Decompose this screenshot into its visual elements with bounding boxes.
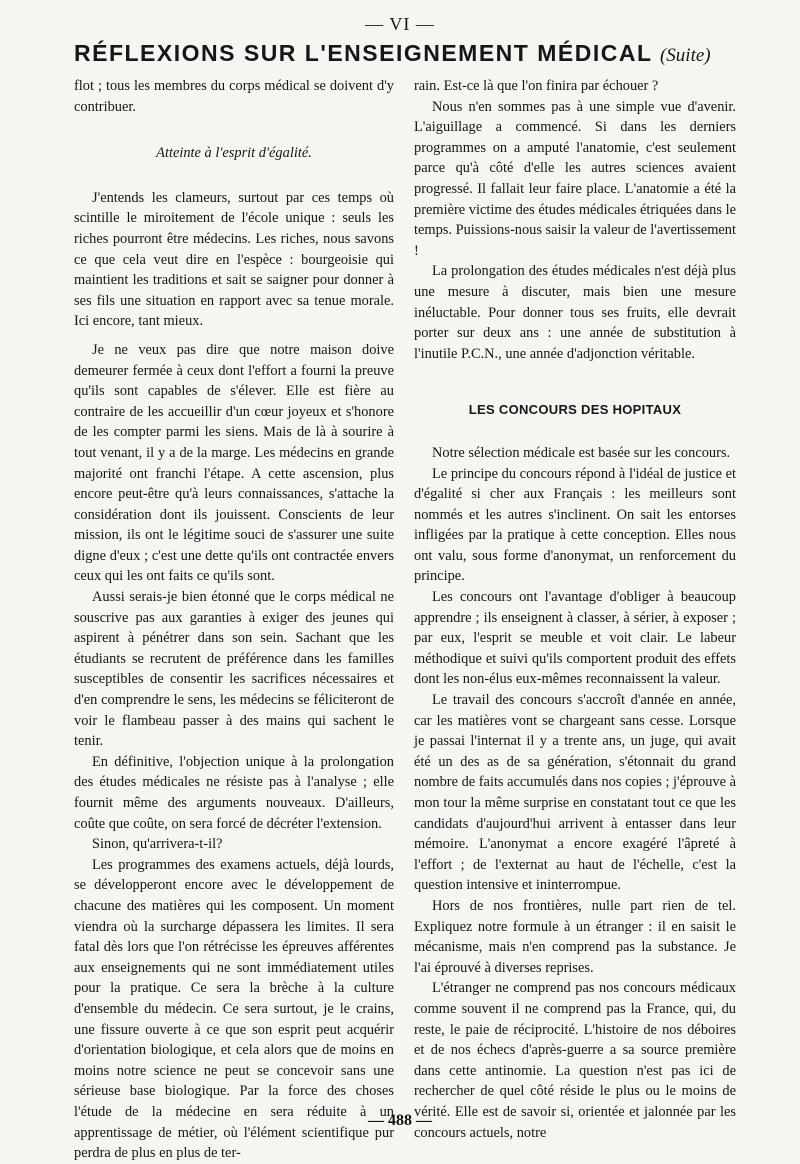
page-footer-number: — 488 — — [368, 1112, 432, 1129]
paragraph: Hors de nos frontières, nulle part rien de tel. Expliquez notre formule à un étranger : il en saisit le mécanisme, mais n'en comprend pas la substance. Je l'ai éprouvé à diverses reprises. — [414, 897, 736, 976]
paragraph: Le principe du concours répond à l'idéal de justice et d'égalité si cher aux Français : les meilleurs sont nommés et les autres s'inclinent. On sait les entorses infligées par la pratique à cette conception. Elles nous ont valu, sous forme d'anonymat, un renforcement du principe. — [414, 465, 736, 585]
paragraph: L'étranger ne comprend pas nos concours médicaux comme souvent il ne comprend pas la France, qui, du reste, le paie de réciprocité. L'histoire de nos déboires et de nos échecs d'après-guerre a sa source première dans cette antinomie. La question n'est pas ici de rechercher de quel côté réside le plus ou le moins de vérité. Elle est de savoir si, orientée et jalonnée par les concours actuels, notre — [414, 980, 736, 1141]
subheading: Atteinte à l'esprit d'égalité. — [156, 145, 312, 162]
paragraph: rain. Est-ce là que l'on finira par échouer ? — [414, 78, 659, 94]
article-title-suffix: (Suite) — [659, 45, 711, 66]
paragraph: Notre sélection médicale est basée sur les concours. — [432, 444, 731, 461]
section-heading: LES CONCOURS DES HOPITAUX — [468, 402, 682, 418]
paragraph: J'entends les clameurs, surtout par ces temps où scintille le miroitement de l'école unique : seuls les riches pourront être médecins. Les riches, nous savons ce que cela veut dire en l'espèce : bourgeoisie qui maintient les traditions et sait se saigner pour donner à ses fils une situation en rapport avec sa tenue morale. Ici encore, tant mieux. — [74, 189, 394, 330]
right-column — [414, 76, 736, 1143]
paragraph: Je ne veux pas dire que notre maison doive demeurer fermée à ceux dont l'effort a fourni la preuve qu'ils sont capables de s'élever. Elle est fière au contraire de les accueillir d'un cœur joyeux et s'honore de les compter parmi les siens. Mais de là à sourire à tout venant, il y a de la marge. Les médecins en grande majorité ont franchi l'étape. A cette ascension, plus encore peut-être qu'à leurs connaissances, s'attache la considération dont ils jouissent. Conscients de leur mission, ils ont le légitime souci de s'assurer une suite digne d'eux ; c'est une dette qu'ils ont contractée envers ceux qui les ont faits ce qu'ils sont. — [74, 341, 394, 585]
paragraph: La prolongation des études médicales n'est déjà plus une mesure à discuter, mais bien une mesure inéluctable. Pour donner tous ses fruits, elle devrait porter sur deux ans : une année de substitution à l'inutile P.C.N., une année d'adjonction véritable. — [414, 263, 736, 362]
article-title-text: RÉFLEXIONS SUR L'ENSEIGNEMENT MÉDICAL — [74, 40, 653, 66]
paragraph: Les programmes des examens actuels, déjà lourds, se développeront encore avec le développement de chacune des matières qui les composent. Un moment viendra où la surcharge dépassera les limites. Il sera fatal dès lors que l'on rétrécisse les épreuves afférentes aux enseignements qui ne sont immédiatement utiles pour la pratique. Ce sera la brèche à la culture d'ensemble du médecin. Ce sera surtout, je le crains, une fissure ouverte à ce que son esprit peut acquérir d'orientation biologique, et cela alors que de moins en moins notre science ne peut se concevoir sans une sérieuse base biologique. Par la force des choses l'étude de la médecine en sera réduite à un apprentissage de métier, où l'élément scientifique pur perdra de plus en plus de ter- — [74, 856, 394, 1162]
paragraph: Le travail des concours s'accroît d'année en année, car les matières vont se chargeant sans cesse. Lorsque je passai l'internat il y a trente ans, un juge, qui avait été un des as de sa génération, s'étonnait du grand nombre de faits accumulés dans nos copies ; j'éprouve à mon tour la même surprise en constatant tout ce que les candidats d'aujourd'hui arrivent à entasser dans leur mémoire. L'anonymat a encore exagéré l'âpreté à l'effort ; de l'externat au haut de l'échelle, c'est la question intensive et ininterrompue. — [414, 692, 736, 894]
paragraph: En définitive, l'objection unique à la prolongation des études médicales ne résiste pas à l'analyse ; elle fournit même des arguments nouveaux. D'ailleurs, coûte que coûte, on sera forcé de décréter l'extension. — [74, 753, 394, 832]
page-header-number: — VI — — [365, 14, 435, 34]
paragraph: flot ; tous les membres du corps médical se doivent d'y contribuer. — [74, 78, 394, 115]
paragraph: Sinon, qu'arrivera-t-il? — [92, 836, 223, 853]
left-column — [74, 76, 394, 1164]
paragraph: Aussi serais-je bien étonné que le corps médical ne souscrive pas aux garanties à exiger des jeunes qui aspirent à pénétrer dans son sein. Sachant que les étudiants se recrutent de préférence dans les familles susceptibles de consentir les sacrifices nécessaires et d'en comprendre le sens, les médecins se féliciteront de voir le flambeau passer à des mains qui sachent le tenir. — [74, 589, 394, 750]
article-title — [74, 40, 744, 67]
paragraph: Nous n'en sommes pas à une simple vue d'avenir. L'aiguillage a commencé. Si dans les derniers programmes on a amputé l'anatomie, c'est seulement parce qu'à côté d'elle les autres sciences avaient progressé. Il fallait leur faire place. L'anatomie a été la première victime des études médicales étriquées dans le temps. Puissions-nous saisir la valeur de l'avertissement ! — [414, 98, 736, 259]
paragraph: Les concours ont l'avantage d'obliger à beaucoup apprendre ; ils enseignent à classer, à sérier, à exposer ; par eux, l'esprit se meuble et voit clair. Le labeur méthodique et suivi qu'ils comportent produit des effets dont les non-élus eux-mêmes reconnaissent la valeur. — [414, 589, 736, 688]
